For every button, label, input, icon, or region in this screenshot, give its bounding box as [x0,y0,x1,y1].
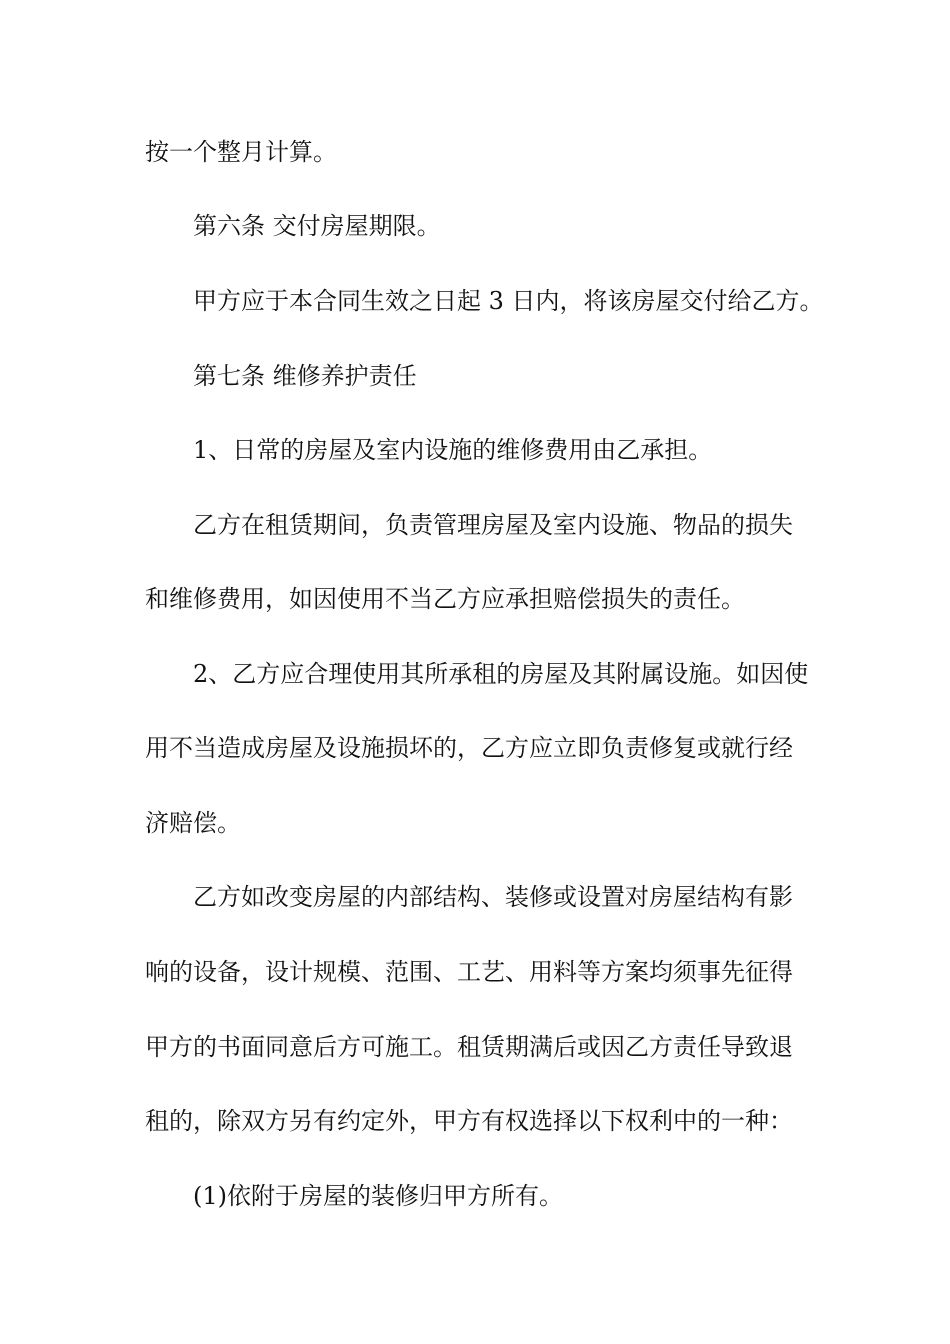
article-6-heading: 第六条 交付房屋期限。 [193,212,441,240]
text-line-12: 响的设备，设计规模、范围、工艺、用料等方案均须事先征得 [145,958,793,986]
text-line-6: 乙方在租赁期间，负责管理房屋及室内设施、物品的损失 [193,511,793,539]
text-line-15: (1)依附于房屋的装修归甲方所有。 [193,1182,563,1210]
text-line-3: 甲方应于本合同生效之日起 3 日内，将该房屋交付给乙方。 [193,287,824,315]
text-line-14: 租的，除双方另有约定外，甲方有权选择以下权利中的一种： [145,1107,793,1135]
text-line-13: 甲方的书面同意后方可施工。租赁期满后或因乙方责任导致退 [145,1033,793,1061]
text-line-11: 乙方如改变房屋的内部结构、装修或设置对房屋结构有影 [193,883,793,911]
text-line-8: 2、乙方应合理使用其所承租的房屋及其附属设施。如因使 [193,660,809,688]
text-line-7: 和维修费用，如因使用不当乙方应承担赔偿损失的责任。 [145,585,745,613]
text-line-1: 按一个整月计算。 [145,138,337,166]
text-line-5: 1、日常的房屋及室内设施的维修费用由乙承担。 [193,436,713,464]
text-line-9: 用不当造成房屋及设施损坏的，乙方应立即负责修复或就行经 [145,734,793,762]
article-7-heading: 第七条 维修养护责任 [193,362,417,390]
text-line-10: 济赔偿。 [145,809,241,837]
